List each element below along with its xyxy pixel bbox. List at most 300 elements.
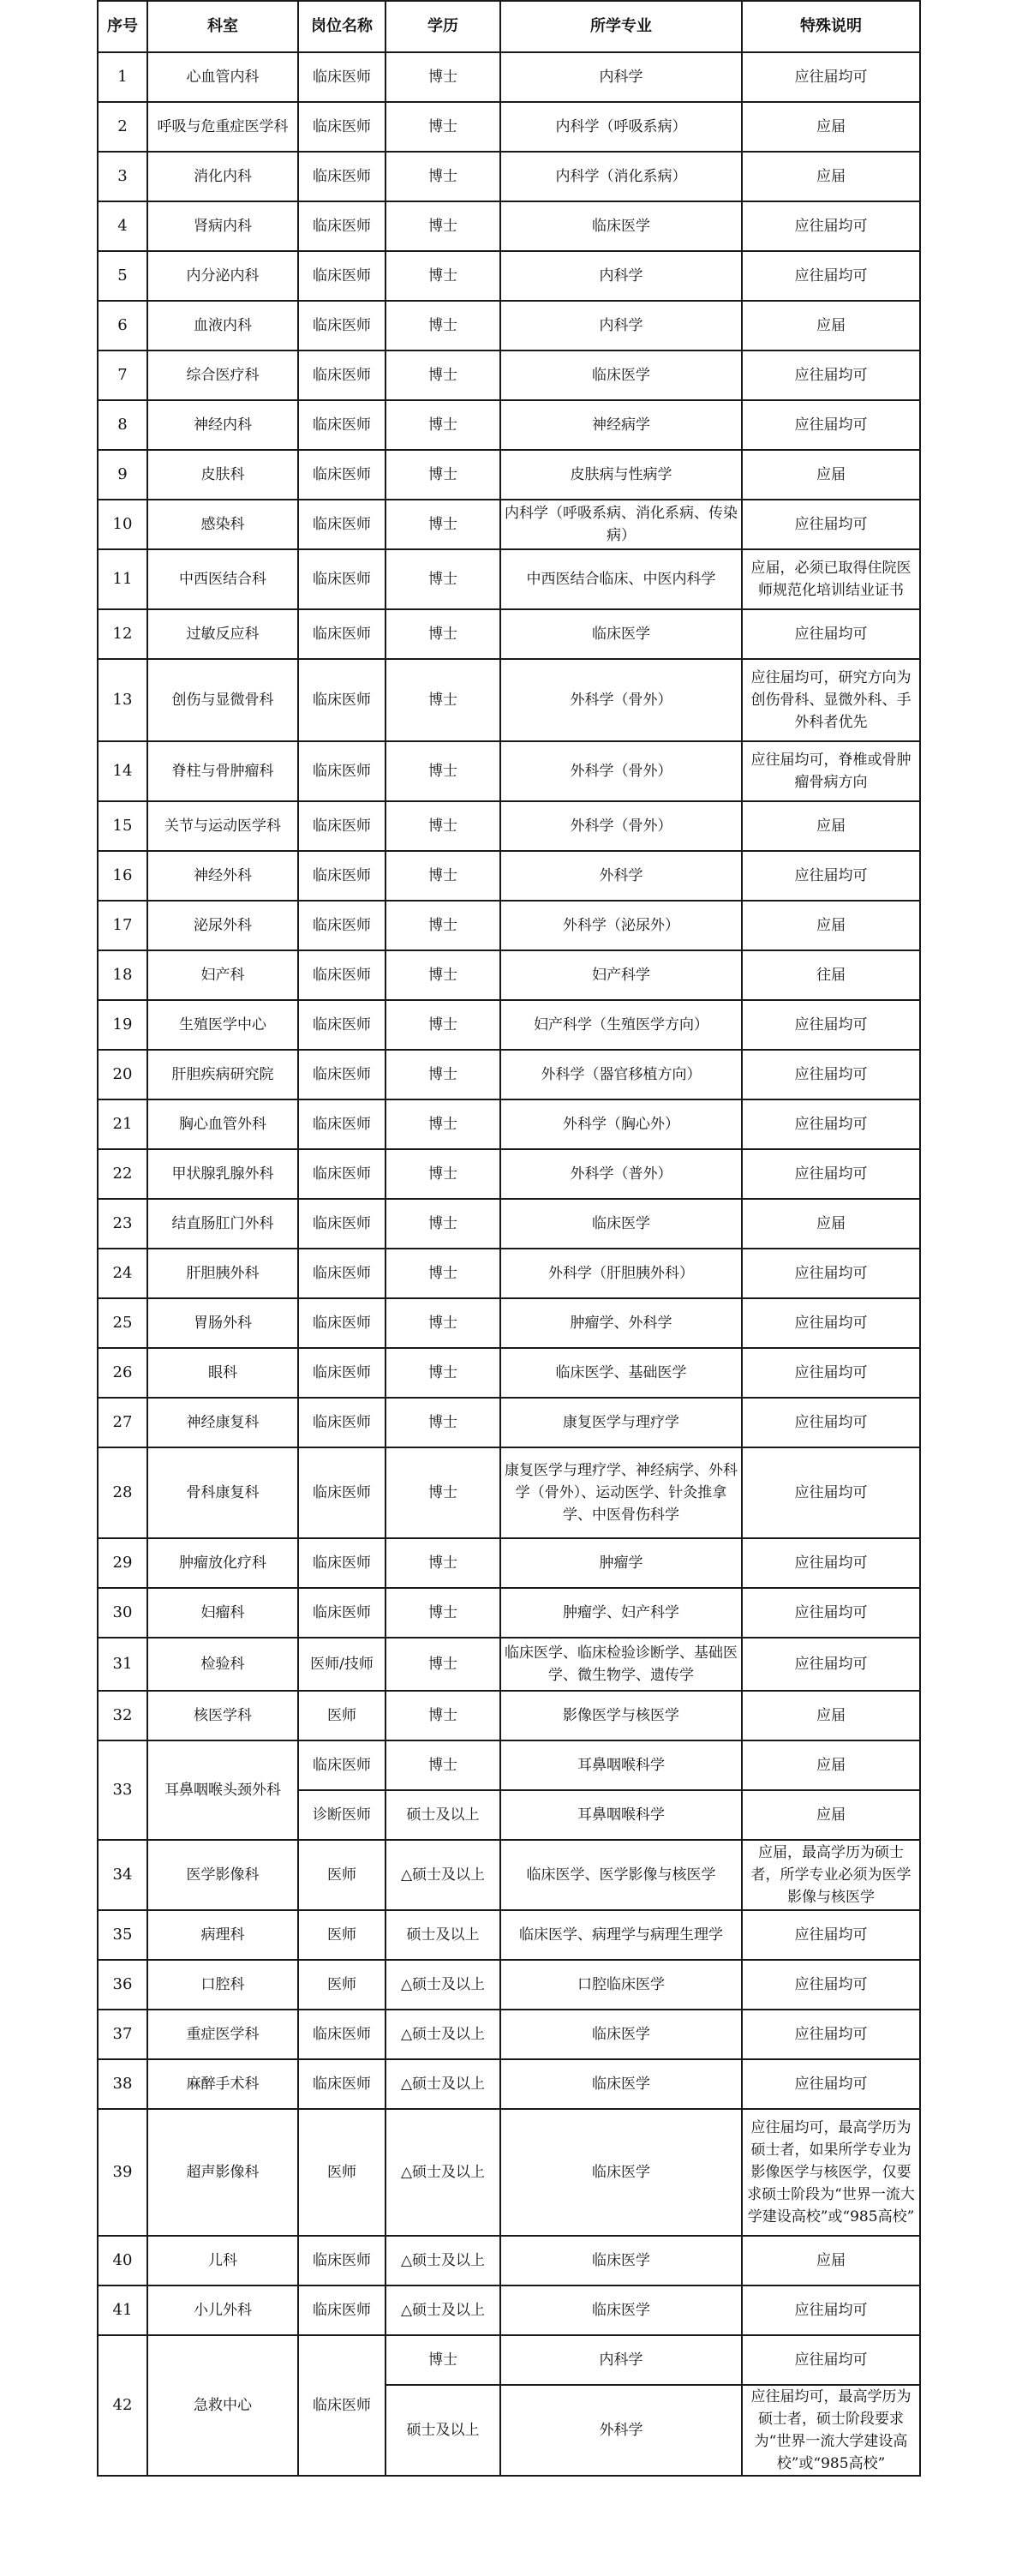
special-note: 应往届均可 [742, 1398, 920, 1447]
post-title: 临床医师 [298, 950, 386, 1000]
header-major: 所学专业 [500, 1, 742, 52]
major: 外科学（器官移植方向） [500, 1050, 742, 1099]
table-row [98, 2335, 920, 2385]
department: 呼吸与危重症医学科 [147, 102, 298, 152]
post-title: 临床医师 [298, 801, 386, 851]
table-row [98, 1840, 920, 1910]
education: △硕士及以上 [386, 1960, 500, 2010]
special-note: 应届，必须已取得住院医师规范化培训结业证书 [742, 549, 920, 609]
post-title: 临床医师 [298, 1398, 386, 1447]
department: 重症医学科 [147, 2010, 298, 2059]
table-row [98, 500, 920, 549]
post-title: 临床医师 [298, 1000, 386, 1050]
table-row [98, 609, 920, 659]
education: 博士 [386, 1447, 500, 1538]
education: △硕士及以上 [386, 2285, 500, 2335]
table-row [98, 1348, 920, 1398]
department: 感染科 [147, 500, 298, 549]
department: 内分泌内科 [147, 251, 298, 301]
special-note: 应届 [742, 1691, 920, 1740]
education: △硕士及以上 [386, 2236, 500, 2285]
major: 肿瘤学 [500, 1538, 742, 1588]
education: 博士 [386, 1348, 500, 1398]
row-number: 12 [98, 609, 147, 659]
major: 外科学（骨外） [500, 801, 742, 851]
major: 影像医学与核医学 [500, 1691, 742, 1740]
major: 临床医学 [500, 2059, 742, 2109]
row-number: 33 [98, 1740, 147, 1840]
table-row [98, 52, 920, 102]
row-number: 40 [98, 2236, 147, 2285]
special-note: 应届 [742, 2236, 920, 2285]
education: 博士 [386, 549, 500, 609]
post-title: 临床医师 [298, 2285, 386, 2335]
education: △硕士及以上 [386, 1840, 500, 1910]
special-note: 应往届均可 [742, 500, 920, 549]
row-number: 10 [98, 500, 147, 549]
special-note: 应往届均可 [742, 350, 920, 400]
table-row [98, 1000, 920, 1050]
department: 心血管内科 [147, 52, 298, 102]
header-dept: 科室 [147, 1, 298, 52]
table-row [98, 741, 920, 801]
post-title: 诊断医师 [298, 1790, 386, 1840]
major: 外科学 [500, 851, 742, 901]
post-title: 临床医师 [298, 1588, 386, 1638]
education: 博士 [386, 1691, 500, 1740]
row-number: 37 [98, 2010, 147, 2059]
row-number: 13 [98, 659, 147, 741]
education: 博士 [386, 152, 500, 201]
major: 临床医学、医学影像与核医学 [500, 1840, 742, 1910]
major: 临床医学、病理学与病理生理学 [500, 1910, 742, 1960]
special-note: 应届 [742, 450, 920, 500]
major: 康复医学与理疗学、神经病学、外科学（骨外）、运动医学、针灸推拿学、中医骨伤科学 [500, 1447, 742, 1538]
department: 急救中心 [147, 2335, 298, 2476]
major: 内科学（呼吸系病） [500, 102, 742, 152]
table-row [98, 1249, 920, 1298]
special-note: 应届 [742, 901, 920, 950]
row-number: 29 [98, 1538, 147, 1588]
post-title: 临床医师 [298, 2010, 386, 2059]
education: 博士 [386, 801, 500, 851]
special-note: 应往届均可 [742, 52, 920, 102]
table-row [98, 350, 920, 400]
major: 外科学（胸心外） [500, 1099, 742, 1149]
row-number: 28 [98, 1447, 147, 1538]
department: 甲状腺乳腺外科 [147, 1149, 298, 1199]
major: 临床医学 [500, 2236, 742, 2285]
department: 肿瘤放化疗科 [147, 1538, 298, 1588]
post-title: 临床医师 [298, 1740, 386, 1790]
department: 神经康复科 [147, 1398, 298, 1447]
department: 创伤与显微骨科 [147, 659, 298, 741]
post-title: 医师 [298, 1960, 386, 2010]
department: 结直肠肛门外科 [147, 1199, 298, 1249]
special-note: 应届 [742, 102, 920, 152]
education: 博士 [386, 1740, 500, 1790]
major: 耳鼻咽喉科学 [500, 1790, 742, 1840]
major: 内科学 [500, 301, 742, 350]
post-title: 临床医师 [298, 901, 386, 950]
table-row [98, 1199, 920, 1249]
row-number: 36 [98, 1960, 147, 2010]
department: 脊柱与骨肿瘤科 [147, 741, 298, 801]
table-row [98, 851, 920, 901]
education: 博士 [386, 1398, 500, 1447]
major: 临床医学 [500, 2285, 742, 2335]
row-number: 39 [98, 2109, 147, 2236]
major: 临床医学 [500, 1199, 742, 1249]
post-title: 临床医师 [298, 400, 386, 450]
special-note: 应往届均可，脊椎或骨肿瘤骨病方向 [742, 741, 920, 801]
row-number: 3 [98, 152, 147, 201]
education: 博士 [386, 1638, 500, 1691]
major: 内科学 [500, 251, 742, 301]
table-row [98, 950, 920, 1000]
row-number: 8 [98, 400, 147, 450]
special-note: 应往届均可 [742, 1588, 920, 1638]
education: 博士 [386, 1199, 500, 1249]
department: 关节与运动医学科 [147, 801, 298, 851]
department: 核医学科 [147, 1691, 298, 1740]
table-row [98, 1691, 920, 1740]
education: 博士 [386, 350, 500, 400]
row-number: 41 [98, 2285, 147, 2335]
post-title: 临床医师 [298, 52, 386, 102]
row-number: 19 [98, 1000, 147, 1050]
major: 肿瘤学、外科学 [500, 1298, 742, 1348]
table-row [98, 152, 920, 201]
post-title: 临床医师 [298, 741, 386, 801]
row-number: 6 [98, 301, 147, 350]
table-row [98, 301, 920, 350]
department: 神经外科 [147, 851, 298, 901]
header-post: 岗位名称 [298, 1, 386, 52]
row-number: 30 [98, 1588, 147, 1638]
post-title: 临床医师 [298, 1298, 386, 1348]
major: 口腔临床医学 [500, 1960, 742, 2010]
special-note: 应届 [742, 152, 920, 201]
major: 外科学 [500, 2385, 742, 2476]
department: 神经内科 [147, 400, 298, 450]
education: △硕士及以上 [386, 2059, 500, 2109]
special-note: 应往届均可 [742, 400, 920, 450]
department: 消化内科 [147, 152, 298, 201]
special-note: 应往届均可 [742, 2335, 920, 2385]
special-note: 应往届均可 [742, 1910, 920, 1960]
post-title: 临床医师 [298, 102, 386, 152]
post-title: 临床医师 [298, 201, 386, 251]
post-title: 临床医师 [298, 609, 386, 659]
department: 生殖医学中心 [147, 1000, 298, 1050]
row-number: 25 [98, 1298, 147, 1348]
special-note: 应往届均可 [742, 1538, 920, 1588]
department: 血液内科 [147, 301, 298, 350]
table-row [98, 1960, 920, 2010]
table-row [98, 2059, 920, 2109]
row-number: 15 [98, 801, 147, 851]
major: 内科学（消化系病） [500, 152, 742, 201]
education: 博士 [386, 1588, 500, 1638]
major: 妇产科学（生殖医学方向） [500, 1000, 742, 1050]
education: △硕士及以上 [386, 2109, 500, 2236]
education: 博士 [386, 1050, 500, 1099]
table-row [98, 1740, 920, 1790]
special-note: 应届 [742, 1199, 920, 1249]
table-body [98, 52, 920, 2476]
special-note: 应往届均可 [742, 1149, 920, 1199]
special-note: 应往届均可 [742, 2059, 920, 2109]
row-number: 31 [98, 1638, 147, 1691]
special-note: 应往届均可 [742, 1000, 920, 1050]
department: 皮肤科 [147, 450, 298, 500]
table-row [98, 1099, 920, 1149]
table-row [98, 549, 920, 609]
special-note: 应往届均可 [742, 609, 920, 659]
post-title: 临床医师 [298, 1050, 386, 1099]
department: 胃肠外科 [147, 1298, 298, 1348]
row-number: 35 [98, 1910, 147, 1960]
education: 博士 [386, 52, 500, 102]
education: 博士 [386, 950, 500, 1000]
post-title: 临床医师 [298, 500, 386, 549]
row-number: 18 [98, 950, 147, 1000]
post-title: 临床医师 [298, 549, 386, 609]
department: 胸心血管外科 [147, 1099, 298, 1149]
department: 妇瘤科 [147, 1588, 298, 1638]
department: 病理科 [147, 1910, 298, 1960]
row-number: 5 [98, 251, 147, 301]
department: 超声影像科 [147, 2109, 298, 2236]
education: 博士 [386, 659, 500, 741]
education: 博士 [386, 901, 500, 950]
post-title: 医师 [298, 1840, 386, 1910]
row-number: 21 [98, 1099, 147, 1149]
row-number: 34 [98, 1840, 147, 1910]
table-row [98, 2236, 920, 2285]
department: 妇产科 [147, 950, 298, 1000]
header-edu: 学历 [386, 1, 500, 52]
major: 皮肤病与性病学 [500, 450, 742, 500]
post-title: 临床医师 [298, 1249, 386, 1298]
special-note: 应往届均可，最高学历为硕士者，硕士阶段要求为“世界一流大学建设高校”或“985高校” [742, 2385, 920, 2476]
department: 麻醉手术科 [147, 2059, 298, 2109]
table-row [98, 201, 920, 251]
major: 肿瘤学、妇产科学 [500, 1588, 742, 1638]
row-number: 38 [98, 2059, 147, 2109]
education: 博士 [386, 2335, 500, 2385]
special-note: 往届 [742, 950, 920, 1000]
table-row [98, 450, 920, 500]
major: 内科学（呼吸系病、消化系病、传染病） [500, 500, 742, 549]
table-row [98, 1638, 920, 1691]
department: 儿科 [147, 2236, 298, 2285]
education: 博士 [386, 201, 500, 251]
post-title: 临床医师 [298, 659, 386, 741]
table-row [98, 2010, 920, 2059]
post-title: 临床医师 [298, 1099, 386, 1149]
special-note: 应往届均可 [742, 1249, 920, 1298]
education: 博士 [386, 609, 500, 659]
table-row [98, 1588, 920, 1638]
education: 博士 [386, 1099, 500, 1149]
post-title: 临床医师 [298, 152, 386, 201]
department: 小儿外科 [147, 2285, 298, 2335]
post-title: 临床医师 [298, 1538, 386, 1588]
table-row [98, 1149, 920, 1199]
recruitment-table [97, 0, 921, 2477]
special-note: 应往届均可 [742, 251, 920, 301]
education: 硕士及以上 [386, 2385, 500, 2476]
education: 博士 [386, 1149, 500, 1199]
department: 口腔科 [147, 1960, 298, 2010]
post-title: 临床医师 [298, 2335, 386, 2476]
major: 妇产科学 [500, 950, 742, 1000]
table-row [98, 1910, 920, 1960]
special-note: 应往届均可，最高学历为硕士者，如果所学专业为影像医学与核医学，仅要求硕士阶段为“世界一流大学建设高校”或“985高校” [742, 2109, 920, 2236]
row-number: 14 [98, 741, 147, 801]
post-title: 临床医师 [298, 1447, 386, 1538]
row-number: 7 [98, 350, 147, 400]
major: 内科学 [500, 2335, 742, 2385]
education: 博士 [386, 741, 500, 801]
department: 耳鼻咽喉头颈外科 [147, 1740, 298, 1840]
row-number: 32 [98, 1691, 147, 1740]
row-number: 2 [98, 102, 147, 152]
special-note: 应往届均可 [742, 1447, 920, 1538]
special-note: 应往届均可 [742, 1050, 920, 1099]
education: 硕士及以上 [386, 1790, 500, 1840]
department: 检验科 [147, 1638, 298, 1691]
special-note: 应往届均可 [742, 1099, 920, 1149]
post-title: 临床医师 [298, 450, 386, 500]
row-number: 23 [98, 1199, 147, 1249]
row-number: 1 [98, 52, 147, 102]
education: 博士 [386, 851, 500, 901]
row-number: 22 [98, 1149, 147, 1199]
major: 外科学（肝胆胰外科） [500, 1249, 742, 1298]
row-number: 11 [98, 549, 147, 609]
post-title: 医师 [298, 1691, 386, 1740]
education: 博士 [386, 251, 500, 301]
special-note: 应往届均可 [742, 1960, 920, 2010]
major: 临床医学 [500, 350, 742, 400]
row-number: 26 [98, 1348, 147, 1398]
table-row [98, 659, 920, 741]
table-row [98, 1050, 920, 1099]
special-note: 应往届均可 [742, 2010, 920, 2059]
special-note: 应届 [742, 801, 920, 851]
major: 临床医学 [500, 609, 742, 659]
table-row [98, 1298, 920, 1348]
department: 中西医结合科 [147, 549, 298, 609]
table-row [98, 1447, 920, 1538]
major: 中西医结合临床、中医内科学 [500, 549, 742, 609]
department: 肝胆胰外科 [147, 1249, 298, 1298]
row-number: 24 [98, 1249, 147, 1298]
special-note: 应届 [742, 301, 920, 350]
department: 肾病内科 [147, 201, 298, 251]
row-number: 20 [98, 1050, 147, 1099]
major: 耳鼻咽喉科学 [500, 1740, 742, 1790]
row-number: 4 [98, 201, 147, 251]
major: 外科学（骨外） [500, 741, 742, 801]
special-note: 应届 [742, 1740, 920, 1790]
education: 博士 [386, 301, 500, 350]
major: 外科学（骨外） [500, 659, 742, 741]
education: 博士 [386, 400, 500, 450]
table-row [98, 102, 920, 152]
header-no: 序号 [98, 1, 147, 52]
table-row [98, 901, 920, 950]
special-note: 应往届均可 [742, 851, 920, 901]
table-row [98, 1398, 920, 1447]
post-title: 临床医师 [298, 350, 386, 400]
post-title: 临床医师 [298, 851, 386, 901]
special-note: 应往届均可 [742, 1348, 920, 1398]
department: 医学影像科 [147, 1840, 298, 1910]
department: 肝胆疾病研究院 [147, 1050, 298, 1099]
major: 康复医学与理疗学 [500, 1398, 742, 1447]
post-title: 临床医师 [298, 251, 386, 301]
header-note: 特殊说明 [742, 1, 920, 52]
major: 内科学 [500, 52, 742, 102]
post-title: 临床医师 [298, 1348, 386, 1398]
major: 神经病学 [500, 400, 742, 450]
major: 临床医学 [500, 201, 742, 251]
education: 博士 [386, 1000, 500, 1050]
header-row [98, 1, 920, 52]
post-title: 医师/技师 [298, 1638, 386, 1691]
special-note: 应往届均可 [742, 1298, 920, 1348]
row-number: 9 [98, 450, 147, 500]
post-title: 医师 [298, 2109, 386, 2236]
special-note: 应往届均可 [742, 201, 920, 251]
education: 博士 [386, 450, 500, 500]
table-row [98, 801, 920, 851]
post-title: 医师 [298, 1910, 386, 1960]
row-number: 42 [98, 2335, 147, 2476]
table-row [98, 1538, 920, 1588]
department: 眼科 [147, 1348, 298, 1398]
major: 外科学（泌尿外） [500, 901, 742, 950]
post-title: 临床医师 [298, 2059, 386, 2109]
education: 博士 [386, 500, 500, 549]
row-number: 16 [98, 851, 147, 901]
table-row [98, 2109, 920, 2236]
special-note: 应往届均可 [742, 2285, 920, 2335]
major: 临床医学、基础医学 [500, 1348, 742, 1398]
post-title: 临床医师 [298, 1199, 386, 1249]
row-number: 17 [98, 901, 147, 950]
special-note: 应届 [742, 1790, 920, 1840]
education: 博士 [386, 1249, 500, 1298]
special-note: 应届，最高学历为硕士者，所学专业必须为医学影像与核医学 [742, 1840, 920, 1910]
table-row [98, 2285, 920, 2335]
education: 博士 [386, 1298, 500, 1348]
department: 骨科康复科 [147, 1447, 298, 1538]
education: 硕士及以上 [386, 1910, 500, 1960]
department: 过敏反应科 [147, 609, 298, 659]
special-note: 应往届均可，研究方向为创伤骨科、显微外科、手外科者优先 [742, 659, 920, 741]
department: 泌尿外科 [147, 901, 298, 950]
major: 临床医学 [500, 2109, 742, 2236]
major: 外科学（普外） [500, 1149, 742, 1199]
table-row [98, 400, 920, 450]
education: 博士 [386, 1538, 500, 1588]
post-title: 临床医师 [298, 1149, 386, 1199]
